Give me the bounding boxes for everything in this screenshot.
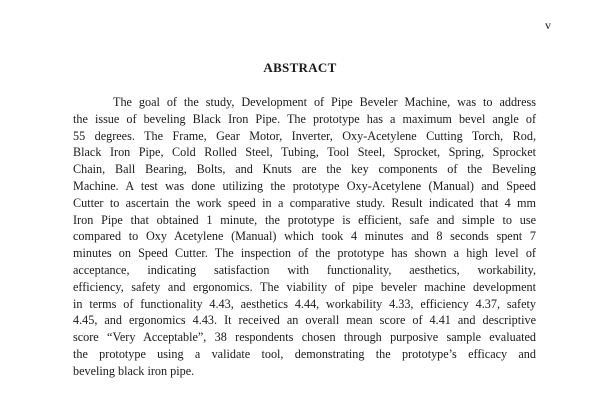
abstract-line: the prototype using a validate tool, demonstrating the prototype’s efficacy and (73, 346, 536, 361)
abstract-line: The goal of the study, Development of Pipe Beveler Machine, was to address (113, 95, 536, 109)
abstract-heading: ABSTRACT (263, 60, 337, 75)
abstract-line: acceptance, indicating satisfaction with functionality, aesthetics, workability, (73, 262, 536, 277)
page-number: v (545, 18, 551, 32)
abstract-line: Chain, Ball Bearing, Bolts, and Knuts are the key components of the Beveling (73, 162, 536, 177)
abstract-line: Cutter to ascertain the work speed in a comparative study. Result indicated that 4 mm (73, 195, 536, 210)
abstract-line: in terms of functionality 4.43, aesthetics 4.44, workability 4.33, efficiency 4.37, safety (73, 296, 536, 311)
abstract-line: Machine. A test was done utilizing the prototype Oxy-Acetylene (Manual) and Speed (73, 178, 536, 193)
abstract-line: 55 degrees. The Frame, Gear Motor, Inverter, Oxy-Acetylene Cutting Torch, Rod, (73, 128, 536, 143)
abstract-line: efficiency, safety and ergonomics. The viability of pipe beveler machine development (73, 279, 536, 294)
abstract-line: Black Iron Pipe, Cold Rolled Steel, Tubing, Tool Steel, Sprocket, Spring, Sprocket (73, 145, 536, 160)
abstract-line: 4.45, and ergonomics 4.43. It received an overall mean score of 4.41 and descriptive (73, 313, 536, 328)
abstract-line: Iron Pipe that obtained 1 minute, the prototype is efficient, safe and simple to use (73, 212, 536, 227)
abstract-body (73, 94, 536, 380)
abstract-line: the issue of beveling Black Iron Pipe. The prototype has a maximum bevel angle of (73, 111, 536, 126)
abstract-line: minutes on Speed Cutter. The inspection of the prototype has shown a high level of (73, 246, 536, 261)
abstract-line: score “Very Acceptable”, 38 respondents chosen through purposive sample evaluated (73, 330, 536, 345)
abstract-line: compared to Oxy Acetylene (Manual) which took 4 minutes and 8 seconds spent 7 (73, 229, 536, 244)
abstract-line: beveling black iron pipe. (73, 363, 195, 378)
